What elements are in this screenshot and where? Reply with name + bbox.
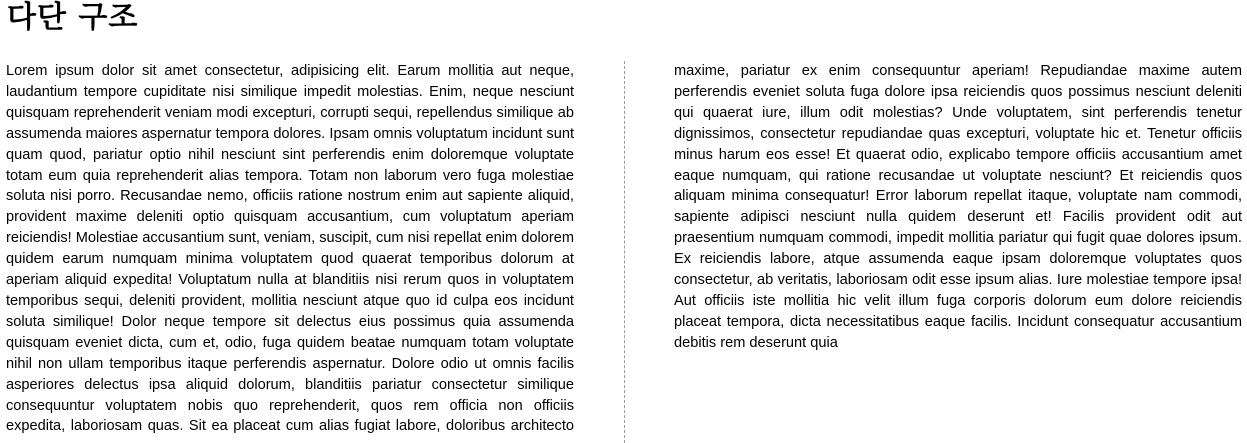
multi-column-body [6,61,1242,443]
body-paragraph: Lorem ipsum dolor sit amet consectetur, adipisicing elit. Earum mollitia aut neque, laudantium tempore cupiditate nisi similique impedit molestias. Enim, neque nesciunt quisquam reprehenderit veniam modi excepturi, corrupti sequi, repellendus similique ab assumenda maiores aspernatur tempora dolores. Ipsam omnis voluptatum incidunt sunt quam quod, pariatur optio nihil nesciunt sint perferendis enim doloremque voluptate totam eum quia reprehenderit alias tempora. Totam non laborum vero fuga molestiae soluta nisi porro. Recusandae nemo, officiis ratione nostrum enim aut sapiente aliquid, provident maxime deleniti optio quisquam accusantium, cum voluptatum aperiam reiciendis! Molestiae accusantium sunt, veniam, suscipit, cum nisi repellat enim dolorem quidem earum numquam minima voluptatem quod quaerat temporibus dolorum at aperiam aliquid expedita! Voluptatum nulla at blanditiis nisi rerum quos in voluptatem temporibus sequi, deleniti provident, mollitia nesciunt atque quo id culpa eos incidunt soluta similique! Dolor neque tempore sit delectus eius possimus quia assumenda quisquam eveniet dicta, cum et, odio, fuga quidem beatae numquam totam voluptate nihil non ullam temporibus itaque perferendis aspernatur. Dolore odio ut omnis facilis asperiores delectus ipsa aliquid dolorum, blanditiis pariatur consectetur similique consequuntur voluptatem nobis quo reprehenderit, quos rem officia non officiis expedita, laboriosam quas. Sit ea placeat cum alias fugiat labore, doloribus architecto maxime, pariatur ex enim consequuntur aperiam! Repudiandae maxime autem perferendis eveniet soluta fuga dolore ipsa reiciendis quos possimus nesciunt deleniti qui quaerat iure, illum odit molestias? Unde voluptatem, sint perferendis tenetur dignissimos, consectetur repudiandae quas excepturi, voluptate hic et. Tenetur officiis minus harum eos esse! Et quaerat odio, explicabo tempore officiis accusantium amet eaque numquam, qui ratione recusandae ut voluptate nesciunt? Et reiciendis quos aliquam minima consequatur! Error laborum repellat itaque, voluptate nam commodi, sapiente adipisci nesciunt nulla quidem deserunt et! Facilis provident odit aut praesentium numquam commodi, impedit mollitia pariatur qui fugit quae dolores ipsum. Ex reiciendis labore, atque assumenda eaque ipsam doloremque voluptates quos consectetur, ab veritatis, laboriosam odit esse ipsum alias. Iure molestiae tempore ipsa! Aut officiis iste mollitia hic velit illum fuga corporis dolorum eum dolore reiciendis placeat tempora, dicta necessitatibus eaque facilis. Incidunt consequatur accusantium debitis rem deserunt quia [6,63,1242,435]
page-title: 다단 구조 [7,0,139,35]
